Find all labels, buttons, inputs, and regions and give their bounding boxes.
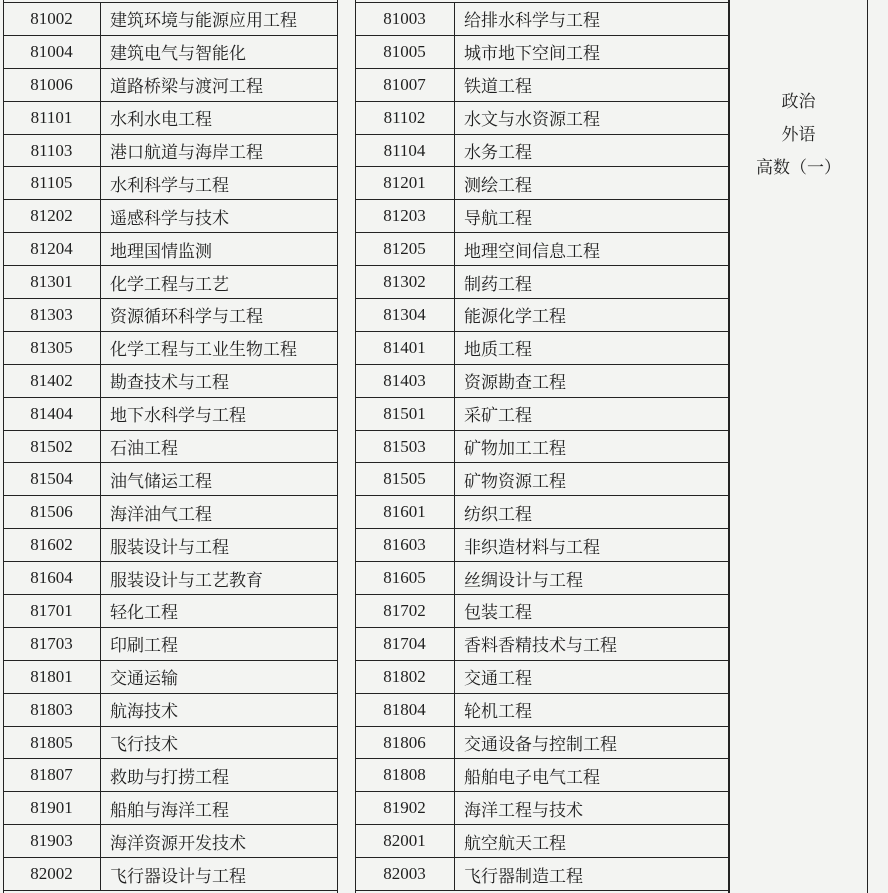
major-name: 救助与打捞工程 xyxy=(100,759,337,791)
major-code: 81603 xyxy=(383,535,426,555)
table-row xyxy=(355,726,728,759)
exam-subject-foreign-language: 外语 xyxy=(781,125,816,144)
table-row xyxy=(3,857,337,891)
major-code: 81506 xyxy=(30,502,73,522)
major-name: 飞行器设计与工程 xyxy=(100,858,337,890)
major-name: 化学工程与工业生物工程 xyxy=(100,332,337,364)
table-row xyxy=(355,693,728,726)
table-row xyxy=(3,134,337,167)
major-name: 导航工程 xyxy=(454,200,728,232)
major-code: 81805 xyxy=(30,732,73,752)
major-name: 建筑环境与能源应用工程 xyxy=(100,3,337,35)
table-row xyxy=(355,462,728,495)
exam-subject-politics: 政治 xyxy=(781,92,816,111)
major-name: 交通运输 xyxy=(100,661,337,693)
major-code: 81203 xyxy=(383,206,426,226)
table-row xyxy=(355,791,728,824)
major-code: 81104 xyxy=(383,140,426,160)
major-code: 81605 xyxy=(383,568,426,588)
exam-subjects-column xyxy=(730,85,867,184)
table-row xyxy=(355,627,728,660)
table-row xyxy=(355,2,728,35)
major-name: 飞行器制造工程 xyxy=(454,858,728,890)
major-name: 建筑电气与智能化 xyxy=(100,36,337,68)
major-name: 制药工程 xyxy=(454,266,728,298)
major-name: 丝绸设计与工程 xyxy=(454,562,728,594)
major-name: 给排水科学与工程 xyxy=(454,3,728,35)
table-row xyxy=(355,232,728,265)
table-row xyxy=(355,331,728,364)
table-row xyxy=(355,166,728,199)
major-name: 采矿工程 xyxy=(454,398,728,430)
table-row xyxy=(355,824,728,857)
table-row xyxy=(355,430,728,463)
table-row xyxy=(3,627,337,660)
table-row xyxy=(3,495,337,528)
major-code: 81501 xyxy=(383,403,426,423)
major-code: 81806 xyxy=(383,732,426,752)
major-name: 地质工程 xyxy=(454,332,728,364)
table-row xyxy=(3,364,337,397)
major-name: 油气储运工程 xyxy=(100,463,337,495)
table-row xyxy=(3,331,337,364)
major-code: 82002 xyxy=(30,864,73,884)
major-code: 81403 xyxy=(383,370,426,390)
major-name: 包装工程 xyxy=(454,595,728,627)
major-code: 81002 xyxy=(30,8,73,28)
major-name: 资源勘查工程 xyxy=(454,365,728,397)
table-row xyxy=(3,528,337,561)
table-row xyxy=(3,462,337,495)
major-code: 81901 xyxy=(30,798,73,818)
major-code-table-left xyxy=(3,2,337,891)
major-name: 石油工程 xyxy=(100,431,337,463)
major-name: 遥感科学与技术 xyxy=(100,200,337,232)
major-code: 81301 xyxy=(30,272,73,292)
major-code: 81401 xyxy=(383,337,426,357)
table-row xyxy=(355,594,728,627)
table-row xyxy=(3,166,337,199)
major-code: 81101 xyxy=(30,107,73,127)
major-code: 81005 xyxy=(383,41,426,61)
major-code: 81903 xyxy=(30,831,73,851)
major-code: 81504 xyxy=(30,469,73,489)
major-code: 81004 xyxy=(30,41,73,61)
major-code: 81102 xyxy=(383,107,426,127)
table-row xyxy=(3,791,337,824)
major-code: 81205 xyxy=(383,239,426,259)
table-row xyxy=(3,660,337,693)
major-code: 81105 xyxy=(30,173,73,193)
major-code-table-right xyxy=(355,2,728,891)
table-row xyxy=(355,364,728,397)
major-code: 81801 xyxy=(30,666,73,686)
table-row xyxy=(355,134,728,167)
major-name: 勘查技术与工程 xyxy=(100,365,337,397)
table-row xyxy=(3,232,337,265)
major-code: 81505 xyxy=(383,469,426,489)
major-code: 81303 xyxy=(30,304,73,324)
major-code: 81502 xyxy=(30,436,73,456)
major-code: 81007 xyxy=(383,74,426,94)
table-row xyxy=(355,495,728,528)
major-code: 81701 xyxy=(30,600,73,620)
table-row xyxy=(355,101,728,134)
major-name: 非织造材料与工程 xyxy=(454,529,728,561)
major-code: 81802 xyxy=(383,666,426,686)
major-name: 轻化工程 xyxy=(100,595,337,627)
major-code: 82003 xyxy=(383,864,426,884)
subjects-column-right-border xyxy=(867,0,868,893)
table-row xyxy=(355,758,728,791)
table-row xyxy=(355,199,728,232)
table-row xyxy=(3,824,337,857)
major-code: 81305 xyxy=(30,337,73,357)
table-row xyxy=(3,68,337,101)
major-code: 81204 xyxy=(30,239,73,259)
major-code: 81503 xyxy=(383,436,426,456)
exam-subject-advanced-math-1: 高数（一） xyxy=(756,158,841,177)
major-code: 81202 xyxy=(30,206,73,226)
major-name: 船舶与海洋工程 xyxy=(100,792,337,824)
major-code: 81604 xyxy=(30,568,73,588)
table-row xyxy=(3,726,337,759)
major-code: 82001 xyxy=(383,831,426,851)
major-name: 海洋资源开发技术 xyxy=(100,825,337,857)
major-name: 服装设计与工程 xyxy=(100,529,337,561)
major-code: 81201 xyxy=(383,173,426,193)
major-code: 81006 xyxy=(30,74,73,94)
table-row xyxy=(3,2,337,35)
major-code: 81003 xyxy=(383,8,426,28)
table-row xyxy=(355,857,728,891)
table-row xyxy=(355,35,728,68)
table-row xyxy=(355,298,728,331)
table-row xyxy=(3,693,337,726)
table-row xyxy=(355,561,728,594)
major-name: 水利科学与工程 xyxy=(100,167,337,199)
major-name: 地理空间信息工程 xyxy=(454,233,728,265)
major-name: 海洋工程与技术 xyxy=(454,792,728,824)
table-row xyxy=(355,660,728,693)
table-row xyxy=(3,397,337,430)
table-row xyxy=(3,561,337,594)
major-name: 交通设备与控制工程 xyxy=(454,727,728,759)
major-name: 能源化学工程 xyxy=(454,299,728,331)
major-name: 轮机工程 xyxy=(454,694,728,726)
table-row xyxy=(355,397,728,430)
major-name: 资源循环科学与工程 xyxy=(100,299,337,331)
table-row xyxy=(3,101,337,134)
major-name: 水务工程 xyxy=(454,135,728,167)
major-name: 交通工程 xyxy=(454,661,728,693)
major-code: 81902 xyxy=(383,798,426,818)
major-name: 铁道工程 xyxy=(454,69,728,101)
major-code: 81602 xyxy=(30,535,73,555)
major-name: 水文与水资源工程 xyxy=(454,102,728,134)
table-row xyxy=(3,265,337,298)
major-name: 船舶电子电气工程 xyxy=(454,759,728,791)
major-code: 81402 xyxy=(30,370,73,390)
major-code: 81302 xyxy=(383,272,426,292)
table-row xyxy=(3,35,337,68)
major-name: 港口航道与海岸工程 xyxy=(100,135,337,167)
major-name: 道路桥梁与渡河工程 xyxy=(100,69,337,101)
major-name: 矿物资源工程 xyxy=(454,463,728,495)
major-name: 海洋油气工程 xyxy=(100,496,337,528)
major-name: 测绘工程 xyxy=(454,167,728,199)
major-code: 81304 xyxy=(383,304,426,324)
major-name: 水利水电工程 xyxy=(100,102,337,134)
major-name: 飞行技术 xyxy=(100,727,337,759)
major-name: 服装设计与工艺教育 xyxy=(100,562,337,594)
major-code: 81803 xyxy=(30,699,73,719)
major-name: 航空航天工程 xyxy=(454,825,728,857)
table-row xyxy=(355,528,728,561)
major-code: 81804 xyxy=(383,699,426,719)
table-row xyxy=(3,298,337,331)
major-name: 城市地下空间工程 xyxy=(454,36,728,68)
major-code: 81807 xyxy=(30,765,73,785)
major-name: 纺织工程 xyxy=(454,496,728,528)
major-code: 81808 xyxy=(383,765,426,785)
table-row xyxy=(3,430,337,463)
table-row xyxy=(355,68,728,101)
table-row xyxy=(3,594,337,627)
table-row xyxy=(3,758,337,791)
major-code: 81404 xyxy=(30,403,73,423)
major-name: 地理国情监测 xyxy=(100,233,337,265)
major-name: 矿物加工工程 xyxy=(454,431,728,463)
major-name: 化学工程与工艺 xyxy=(100,266,337,298)
major-code: 81704 xyxy=(383,633,426,653)
major-name: 印刷工程 xyxy=(100,628,337,660)
major-name: 航海技术 xyxy=(100,694,337,726)
table-row xyxy=(3,199,337,232)
major-name: 香料香精技术与工程 xyxy=(454,628,728,660)
major-name: 地下水科学与工程 xyxy=(100,398,337,430)
major-code: 81601 xyxy=(383,502,426,522)
table-row xyxy=(355,265,728,298)
major-code: 81702 xyxy=(383,600,426,620)
left-table-right-border xyxy=(337,0,338,893)
major-code: 81703 xyxy=(30,633,73,653)
major-code: 81103 xyxy=(30,140,73,160)
